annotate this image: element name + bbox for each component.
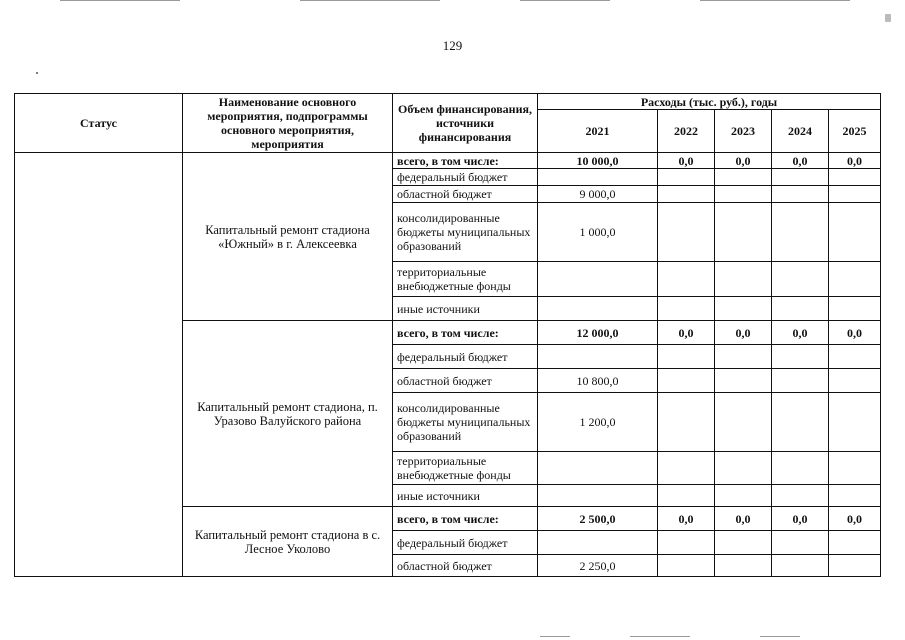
value-cell: 2 250,0	[538, 555, 658, 577]
value-cell	[538, 297, 658, 321]
value-cell: 0,0	[772, 507, 829, 531]
value-cell: 0,0	[772, 321, 829, 345]
value-cell	[772, 297, 829, 321]
value-cell	[658, 297, 715, 321]
value-cell	[772, 169, 829, 186]
value-cell	[658, 345, 715, 369]
value-cell	[772, 452, 829, 485]
value-cell	[772, 531, 829, 555]
value-cell	[658, 485, 715, 507]
value-cell	[538, 169, 658, 186]
value-cell	[715, 452, 772, 485]
value-cell	[772, 203, 829, 262]
scan-edge-line	[520, 0, 610, 1]
value-cell: 0,0	[715, 321, 772, 345]
value-cell	[658, 186, 715, 203]
value-cell	[715, 485, 772, 507]
value-cell	[658, 452, 715, 485]
value-cell: 0,0	[715, 507, 772, 531]
page-number: 129	[442, 38, 463, 53]
value-cell	[658, 531, 715, 555]
value-cell	[829, 345, 881, 369]
value-cell	[772, 485, 829, 507]
value-cell: 0,0	[658, 507, 715, 531]
scan-edge-line	[760, 636, 800, 637]
source-cell: территориальные внебюджетные фонды	[393, 262, 538, 297]
value-cell	[829, 262, 881, 297]
value-cell	[658, 393, 715, 452]
value-cell	[829, 203, 881, 262]
header-year: 2024	[772, 110, 829, 153]
value-cell	[772, 369, 829, 393]
value-cell	[715, 186, 772, 203]
scan-edge-line	[300, 0, 440, 1]
status-cell	[15, 153, 183, 577]
header-year: 2021	[538, 110, 658, 153]
header-year: 2025	[829, 110, 881, 153]
budget-table	[14, 93, 881, 577]
value-cell	[658, 369, 715, 393]
header-year: 2022	[658, 110, 715, 153]
source-cell: областной бюджет	[393, 186, 538, 203]
project-name: Капитальный ремонт стадиона в с. Лесное Уколово	[183, 507, 393, 577]
value-cell	[829, 555, 881, 577]
scan-edge-line	[60, 0, 180, 1]
header-name: Наименование основного мероприятия, подпрограммы основного мероприятия, мероприятия	[183, 94, 393, 153]
value-cell	[772, 393, 829, 452]
source-cell: всего, в том числе:	[393, 153, 538, 169]
source-cell: территориальные внебюджетные фонды	[393, 452, 538, 485]
value-cell	[715, 531, 772, 555]
value-cell	[538, 262, 658, 297]
header-status: Статус	[15, 94, 183, 153]
value-cell	[772, 345, 829, 369]
value-cell	[829, 393, 881, 452]
value-cell: 0,0	[829, 153, 881, 169]
header-expenses: Расходы (тыс. руб.), годы	[538, 94, 881, 110]
source-cell: областной бюджет	[393, 369, 538, 393]
value-cell	[538, 452, 658, 485]
value-cell	[772, 186, 829, 203]
scan-edge-line	[700, 0, 850, 1]
value-cell: 0,0	[715, 153, 772, 169]
value-cell	[829, 169, 881, 186]
value-cell: 2 500,0	[538, 507, 658, 531]
scan-edge-line	[630, 636, 690, 637]
value-cell: 0,0	[829, 321, 881, 345]
header-volume: Объем финансирования, источники финансирования	[393, 94, 538, 153]
source-cell: областной бюджет	[393, 555, 538, 577]
value-cell	[772, 555, 829, 577]
value-cell	[829, 531, 881, 555]
source-cell: федеральный бюджет	[393, 345, 538, 369]
value-cell	[715, 203, 772, 262]
value-cell	[715, 297, 772, 321]
value-cell: 1 000,0	[538, 203, 658, 262]
value-cell: 0,0	[658, 321, 715, 345]
value-cell	[538, 485, 658, 507]
value-cell	[829, 369, 881, 393]
value-cell	[658, 203, 715, 262]
header-year: 2023	[715, 110, 772, 153]
value-cell	[538, 345, 658, 369]
value-cell: 12 000,0	[538, 321, 658, 345]
value-cell	[658, 555, 715, 577]
value-cell	[829, 452, 881, 485]
value-cell	[658, 169, 715, 186]
value-cell	[772, 262, 829, 297]
value-cell: 0,0	[772, 153, 829, 169]
source-cell: консолидированные бюджеты муниципальных образований	[393, 393, 538, 452]
value-cell	[715, 345, 772, 369]
value-cell	[538, 531, 658, 555]
scan-speck	[885, 14, 891, 22]
project-name: Капитальный ремонт стадиона «Южный» в г. Алексеевка	[183, 153, 393, 321]
source-cell: консолидированные бюджеты муниципальных образований	[393, 203, 538, 262]
value-cell: 10 000,0	[538, 153, 658, 169]
value-cell	[715, 369, 772, 393]
value-cell	[715, 393, 772, 452]
value-cell	[829, 485, 881, 507]
source-cell: всего, в том числе:	[393, 321, 538, 345]
scan-edge-line	[540, 636, 570, 637]
source-cell: федеральный бюджет	[393, 531, 538, 555]
value-cell: 0,0	[658, 153, 715, 169]
source-cell: иные источники	[393, 485, 538, 507]
value-cell	[658, 262, 715, 297]
project-name: Капитальный ремонт стадиона, п. Уразово Валуйского района	[183, 321, 393, 507]
value-cell	[829, 186, 881, 203]
value-cell: 9 000,0	[538, 186, 658, 203]
source-cell: иные источники	[393, 297, 538, 321]
source-cell: всего, в том числе:	[393, 507, 538, 531]
value-cell: 0,0	[829, 507, 881, 531]
scan-speck	[36, 72, 38, 74]
value-cell: 1 200,0	[538, 393, 658, 452]
value-cell	[715, 555, 772, 577]
source-cell: федеральный бюджет	[393, 169, 538, 186]
table-row	[15, 153, 881, 169]
value-cell: 10 800,0	[538, 369, 658, 393]
value-cell	[829, 297, 881, 321]
value-cell	[715, 262, 772, 297]
value-cell	[715, 169, 772, 186]
